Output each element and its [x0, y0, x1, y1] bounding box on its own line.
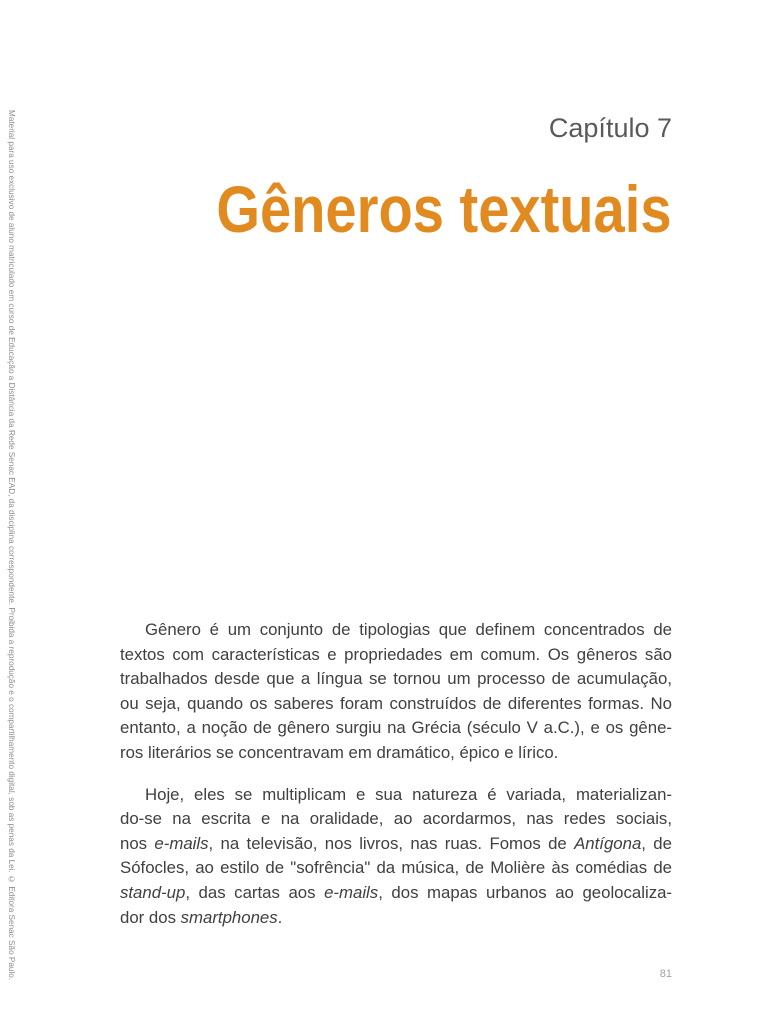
- text-segment: nos: [120, 833, 155, 853]
- text-segment: , dos mapas urbanos ao geolocaliza-: [378, 882, 673, 902]
- paragraph: [120, 618, 672, 766]
- page-number: 81: [659, 968, 672, 980]
- italic-text: e-mails: [324, 882, 379, 902]
- text-line: [120, 856, 672, 881]
- chapter-title: Gêneros textuais: [216, 172, 672, 246]
- text-line: [120, 692, 672, 717]
- text-segment: Gênero é um conjunto de tipologias que definem concentrados de: [145, 620, 672, 639]
- text-line: [120, 832, 672, 857]
- text-segment: entanto, a noção de gênero surgiu na Grécia (século V a.C.), e os gêne-: [120, 718, 672, 738]
- italic-text: stand-up: [120, 882, 186, 902]
- text-line: [120, 807, 672, 832]
- text-segment: , das cartas aos: [185, 882, 325, 902]
- text-segment: dor dos: [120, 907, 181, 927]
- text-line: [120, 906, 672, 931]
- text-segment: , na televisão, nos livros, nas ruas. Fomos de: [208, 833, 575, 853]
- text-segment: do-se na escrita e na oralidade, ao acordarmos, nas redes sociais,: [120, 809, 672, 829]
- body-text: [120, 618, 672, 930]
- text-segment: trabalhados desde que a língua se tornou um processo de acumulação,: [120, 669, 672, 689]
- text-segment: Hoje, eles se multiplicam e sua natureza é variada, materializan-: [145, 784, 672, 804]
- italic-text: Antígona: [574, 833, 642, 853]
- text-segment: ou seja, quando os saberes foram construídos de diferentes formas. No: [120, 693, 672, 713]
- italic-text: smartphones: [180, 907, 278, 927]
- chapter-label: Capítulo 7: [548, 113, 672, 143]
- copyright-notice: Material para uso exclusivo de aluno matriculado em curso de Educação a Distância da Rede Senac EAD, da disciplina correspondente. Proibida a reprodução e o compartilhamento digital, sob as penas da Lei. © Editora Senac São Paulo.: [7, 110, 16, 981]
- text-segment: .: [277, 907, 283, 927]
- text-line: [120, 618, 672, 643]
- text-line: [120, 667, 672, 692]
- text-segment: Sófocles, ao estilo de "sofrência" da música, de Molière às comédias de: [120, 858, 672, 878]
- text-line: [120, 741, 672, 766]
- text-segment: , de: [641, 833, 672, 853]
- paragraph: [120, 783, 672, 931]
- text-segment: textos com características e propriedades em comum. Os gêneros são: [120, 644, 672, 664]
- text-line: [120, 783, 672, 808]
- text-line: [120, 881, 672, 906]
- text-line: [120, 643, 672, 668]
- text-line: [120, 716, 672, 741]
- text-segment: ros literários se concentravam em dramático, épico e lírico.: [120, 742, 559, 762]
- italic-text: e-mails: [154, 833, 209, 853]
